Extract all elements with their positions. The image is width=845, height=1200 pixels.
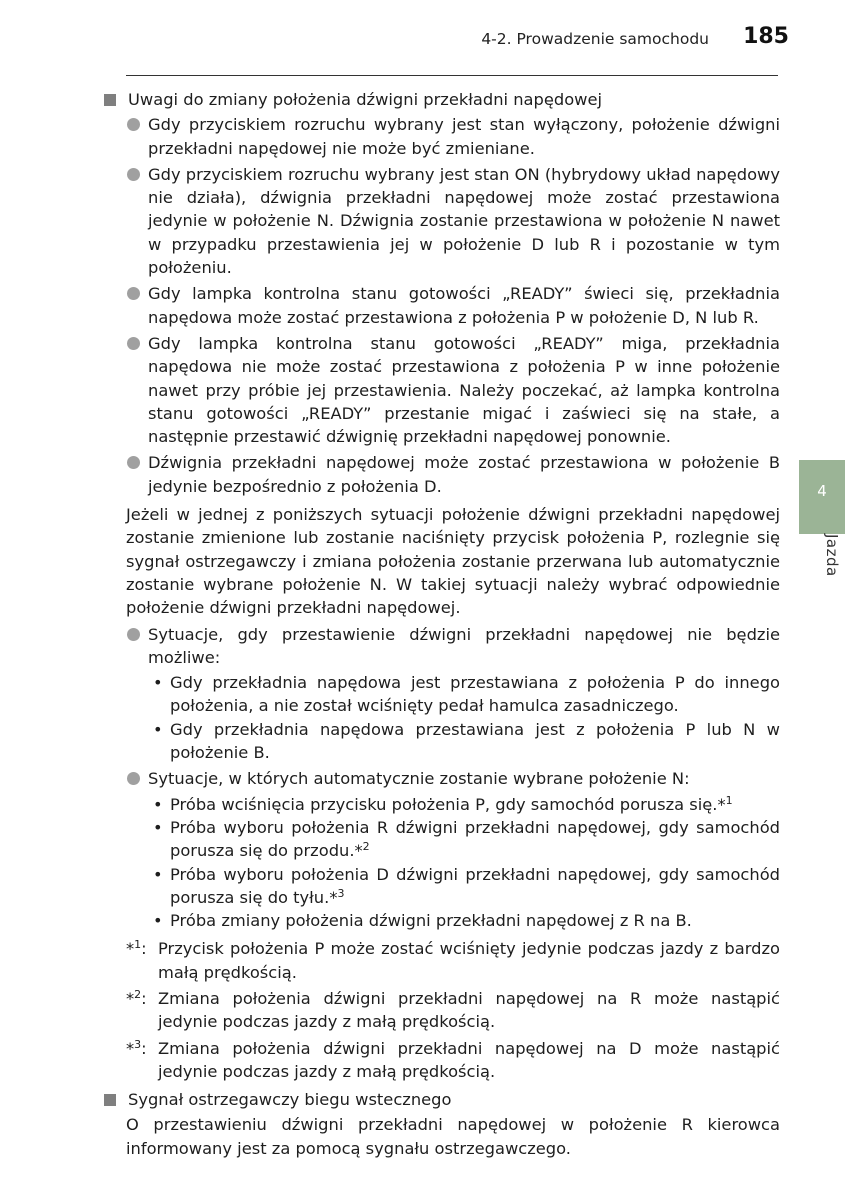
bullet-circle-icon: [127, 456, 140, 469]
page-content: [104, 88, 780, 1160]
sub-list-item: [104, 863, 780, 910]
bullet-dot-icon: •: [153, 673, 163, 693]
footnote: [104, 937, 780, 984]
situation-heading: [104, 623, 780, 670]
header-rule: [126, 75, 778, 76]
footnote-text: Przycisk położenia P może zostać wciśnięty jedynie podczas jazdy z bardzo małą prędkością.: [158, 939, 780, 982]
situation-heading-text: Sytuacje, gdy przestawienie dźwigni przekładni napędowej nie będzie możliwe:: [148, 624, 780, 667]
chapter-tab: [799, 460, 845, 534]
list-item: [104, 282, 780, 329]
sub-list-item-text: Próba wciśnięcia przycisku położenia P, gdy samochód porusza się.: [170, 794, 718, 814]
footnote-text: Zmiana położenia dźwigni przekładni napędowej na R może nastąpić jedynie podczas jazdy z małą prędkością.: [158, 988, 780, 1032]
list-item-text: Gdy przyciskiem rozruchu wybrany jest stan wyłączony, położenie dźwigni przekładni napędowej nie może być zmieniane.: [148, 115, 780, 158]
sub-list-item-text: Gdy przekładnia napędowa przestawiana jest z położenia P lub N w położenie B.: [170, 719, 780, 763]
bullet-dot-icon: •: [153, 911, 163, 931]
list-item: [104, 332, 780, 448]
body-paragraph: Jeżeli w jednej z poniższych sytuacji położenie dźwigni przekładni napędowej zostanie zmienione lub zostanie naciśnięty przycisk położenia P, rozlegnie się sygnał ostrzegawczy i zmiana położenia zostanie przerwana lub automatycznie zostanie wybrane położenie N. W takiej sytuacji należy wybrać odpowiednie położenie dźwigni przekładni napędowej.: [126, 505, 780, 618]
page-number: 185: [743, 24, 789, 49]
section-square-icon: [104, 94, 116, 106]
sub-list-item: [104, 671, 780, 718]
bullet-circle-icon: [127, 287, 140, 300]
bullet-circle-icon: [127, 168, 140, 181]
bullet-circle-icon: [127, 337, 140, 350]
sub-list-item: [104, 718, 780, 765]
list-item-text: Gdy lampka kontrolna stanu gotowości „READY” miga, przekładnia napędowa nie może zostać przestawiona z położenia P w inne położenie nawet przy próbie jej przestawienia. Należy poczekać, aż lampka kontrolna stanu gotowości „READY” przestanie migać i zaświeci się na stałe, a następnie przestawić dźwignię przekładni napędowej ponownie.: [148, 333, 780, 447]
footnote-text: Zmiana położenia dźwigni przekładni napędowej na D może nastąpić jedynie podczas jazdy z małą prędkością.: [158, 1038, 780, 1081]
list-item-text: Gdy przyciskiem rozruchu wybrany jest stan ON (hybrydowy układ napędowy nie działa), dźwignia przekładni napędowej może zostać przestawiona jedynie w położenie N. Dźwignia zostanie przestawiona w położenie N nawet w przypadku przestawienia jej w położenie D lub R i pozostanie w tym położeniu.: [148, 164, 780, 278]
footnote-ref: 3: [337, 886, 345, 900]
situation-heading: [104, 767, 780, 790]
sub-list-item-text: Próba zmiany położenia dźwigni przekładni napędowej z R na B.: [170, 911, 692, 931]
footnote-mark: *$^2$:: [126, 987, 147, 1008]
bullet-dot-icon: •: [153, 864, 163, 884]
footnote-ref: 1: [725, 793, 733, 807]
footnote-asterisk: *: [717, 794, 726, 814]
sub-list-item: [104, 816, 780, 863]
footnote-asterisk: *: [329, 887, 338, 907]
list-item: [104, 451, 780, 498]
bullet-circle-icon: [127, 772, 140, 785]
section-heading-text: Uwagi do zmiany położenia dźwigni przekładni napędowej: [128, 90, 603, 109]
footnote-asterisk: *: [354, 841, 363, 861]
sub-list-item: [104, 909, 780, 932]
sub-list-item: [104, 793, 780, 816]
section-heading: [104, 1088, 780, 1111]
sub-list-item-text: Próba wyboru położenia D dźwigni przekładni napędowej, gdy samochód porusza się do tyłu.: [170, 864, 780, 907]
footnote-mark: *$^3$:: [126, 1037, 147, 1058]
footnote: [104, 1037, 780, 1084]
section-heading: [104, 88, 780, 111]
situation-heading-text: Sytuacje, w których automatycznie zostanie wybrane położenie N:: [148, 769, 690, 789]
bullet-circle-icon: [127, 118, 140, 131]
chapter-tab-number: 4: [817, 482, 827, 500]
footnote-ref: 2: [362, 840, 370, 854]
section-square-icon: [104, 1094, 116, 1106]
bullet-dot-icon: •: [153, 794, 163, 814]
bullet-circle-icon: [127, 628, 140, 641]
list-item-text: Gdy lampka kontrolna stanu gotowości „READY” świeci się, przekładnia napędowa może zostać przestawiona z położenia P w położenie D, N lub R.: [148, 284, 780, 327]
sub-list-item-text: Gdy przekładnia napędowa jest przestawiana z położenia P do innego położenia, a nie został wciśnięty pedał hamulca zasadniczego.: [170, 673, 780, 716]
footnote-mark: *$^1$:: [126, 938, 147, 959]
sub-list-item-text: Próba wyboru położenia R dźwigni przekładni napędowej, gdy samochód porusza się do przodu.: [170, 817, 780, 861]
header-section-title: 4-2. Prowadzenie samochodu: [481, 30, 709, 48]
chapter-tab-label: Jazda: [823, 534, 841, 577]
footnote: [104, 987, 780, 1034]
list-item: [104, 163, 780, 279]
section-heading-text: Sygnał ostrzegawczy biegu wstecznego: [128, 1090, 452, 1110]
list-item: [104, 113, 780, 160]
list-item-text: Dźwignia przekładni napędowej może zostać przestawiona w położenie B jedynie bezpośrednio z położenia D.: [148, 453, 780, 496]
bullet-dot-icon: •: [153, 719, 163, 739]
body-paragraph: O przestawieniu dźwigni przekładni napędowej w położenie R kierowca informowany jest za pomocą sygnału ostrzegawczego.: [126, 1115, 780, 1158]
bullet-dot-icon: •: [153, 817, 163, 837]
